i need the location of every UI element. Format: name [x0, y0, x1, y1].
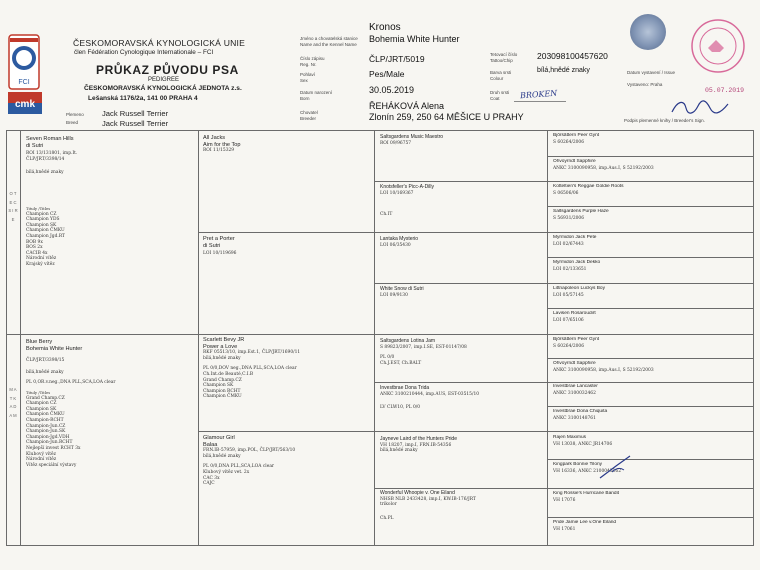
title-line: Champion-Jun.CZ [26, 423, 66, 429]
gen4-name: Littnapoleon Luckys Boy [553, 286, 605, 291]
label-issue-date: Datum vystavení / Issue [627, 70, 676, 75]
title-line: BOB 9x [26, 239, 43, 245]
gen3-cell-5 [380, 338, 544, 380]
gen4-name: Ohvoyrndt Sapphire [553, 159, 596, 164]
label-colour-en: Colour [490, 76, 504, 81]
gen4-cell [553, 520, 751, 544]
gen3-cell-8 [380, 490, 544, 542]
gen2-title: Grand Champ.CZ [203, 377, 242, 383]
dog-born: 30.05.2019 [369, 85, 415, 95]
title-line: Champion ČMKU [26, 228, 65, 234]
title-line: Champion-RCHT [26, 417, 64, 423]
gen1-dam-kennel: Bohemia White Hunter [26, 345, 83, 352]
gen4-name: Kotteltien's Reggae Goldie Roots [553, 184, 624, 189]
gen3-name: Jayneve Laird of the Hunters Pride [380, 436, 457, 442]
title-line: Grand Champ.CZ [26, 395, 65, 401]
gen1-sire-name: Seven Roman Hills [26, 136, 74, 142]
stamp-date: 05.07.2019 [705, 87, 745, 94]
gen3-reg: VH 18207, imp.I, FRN.IB-54356 [380, 442, 452, 448]
gen2-title: Ch.Int.de Beauté,C.I.B [203, 371, 254, 377]
gen2-sire-sire-cell [203, 135, 371, 229]
gen3-reg: ROI 09/96757 [380, 140, 412, 146]
gen2-title: CAC 3x [203, 475, 220, 481]
gen4-cell [553, 133, 751, 155]
gen2-title: Klubový vítěz vet. 2x [203, 469, 250, 475]
gen3-cell-3 [380, 236, 544, 281]
gen2-colour: bílá,hnědé znaky [203, 453, 241, 459]
title-line: Champion SK [26, 222, 57, 228]
title-line: Nejlepší invest RCHT 3x [26, 445, 81, 451]
dog-reg-nr: ČLP/JRT/5019 [369, 54, 425, 64]
gen4-cell [553, 384, 751, 404]
issuer-address: Lešanská 1176/2a, 141 00 PRAHA 4 [88, 95, 198, 102]
gen1-sire-titles-header: Tituly /Titles [26, 205, 51, 211]
title-line: Champion CZ [26, 211, 57, 217]
gen1-dam-name: Blue Berry [26, 339, 53, 345]
org-subtitle: člen Fédération Cynologique Internationale – FCI [74, 49, 214, 56]
title-line: Národní vítěz [26, 256, 57, 262]
gen1-sire-kennel: di Sutri [26, 142, 44, 149]
dog-sex: Pes/Male [369, 69, 405, 79]
breed-label-cz: Plemeno [66, 112, 84, 117]
gen4-reg: S 60264/2006 [553, 343, 585, 349]
gen4-cell [553, 311, 751, 333]
label-regnr-en: Reg. Nr. [300, 62, 317, 67]
gen4-cell [553, 491, 751, 515]
label-issue-place: Vystaveno: Praha [627, 82, 663, 87]
side-label-sire: O T E C S I R E [8, 191, 18, 222]
gen4-name: Björsättern Peer Gynt [553, 133, 600, 138]
gen2-title: Champion RCHT [203, 388, 241, 394]
gen1-sire-cell [26, 136, 194, 331]
gen3-reg: LOI 09/9130 [380, 292, 408, 298]
gen3-name: Saltsgardens Lotina Jam [380, 338, 436, 344]
label-signature: Podpis plemenné knihy / Breeder's Sign. [624, 118, 705, 123]
dog-coat-handwritten: BROKEN [519, 88, 558, 101]
title-line: Champion-Jun.SK [26, 429, 66, 435]
gen1-sire-reg1: ROI 13/131801, imp.It. [26, 151, 78, 157]
gen3-health: PL 0/0 [380, 355, 395, 361]
title-line: Champion Jgd.RT [26, 233, 65, 239]
label-sex-en: Sex [300, 78, 308, 83]
label-name-en: Name and the Kennel Name [300, 42, 357, 47]
gen4-reg: VH 17061 [553, 526, 576, 532]
gen2-kennel: Balaa [203, 441, 218, 448]
gen4-cell [553, 184, 751, 206]
title-line: Champion-Jgd.VDH [26, 434, 70, 440]
title-line: Champion ČMKU [26, 412, 65, 418]
dog-colour: bílá,hnědé znaky [537, 67, 590, 74]
gen2-title: Champion SK [203, 383, 234, 389]
gen4-name: King Rossie's Hurricane Bandit [553, 491, 619, 496]
org-name: ČESKOMORAVSKÁ KYNOLOGICKÁ UNIE [73, 38, 246, 48]
gen3-name: White Snow di Sutri [380, 286, 424, 292]
gen3-title: Ch.PL [380, 515, 394, 521]
gen1-dam-titles-header: Tituly /Titles [26, 389, 51, 395]
dog-kennel: Bohemia White Hunter [369, 34, 460, 44]
gen2-health: PL 0/0,DNA PLL,SCA,LOA clear [203, 464, 275, 470]
gen2-name: Scarlett Bevy JR [203, 337, 245, 343]
gen2-sire-dam-cell [203, 236, 371, 331]
gen3-reg: ANKC 3100210444, imp.AUS, EST-03515/10 [380, 391, 480, 397]
gen4-reg: S 06506/06 [553, 190, 579, 196]
title-line: BOS 2x [26, 245, 43, 251]
gen4-name: Lavisen Rosaroudirt [553, 311, 596, 316]
label-breeder-cz: Chovatel [300, 110, 318, 115]
gen4-reg: LOI 02/133651 [553, 266, 587, 272]
cmk-text: cmk [14, 99, 36, 110]
breed-value-cz: Jack Russell Terrier [102, 109, 169, 118]
gen4-reg: LOI 02/67443 [553, 241, 584, 247]
gen2-title: Champion ČMKU [203, 394, 242, 400]
label-born-en: Born [300, 96, 310, 101]
gen2-dam-sire-cell [203, 337, 371, 429]
gen3-reg: NHSB NLB 2433428, imp.I, KW.IB-176/JRT [380, 496, 476, 502]
label-born-cz: Datum narození [300, 90, 333, 95]
gen2-name: Glamour Girl [203, 435, 235, 441]
gen4-reg: S 60264/2006 [553, 139, 585, 145]
gen4-cell [553, 286, 751, 308]
label-colour-cz: Barva srsti [490, 70, 512, 75]
gen3-reg: S 89823/2007, imp.I.SE, EST-01147/08 [380, 344, 467, 350]
gen2-health: PL 0/0,DOV neg.,DNA PLL,SCA,LOA clear [203, 366, 297, 372]
gen4-name: Myrmidon Jack Pete [553, 235, 597, 240]
gen4-name: Myrmidon Jack Dekko [553, 260, 601, 265]
gen3-colour: trikolor [380, 502, 397, 508]
gen2-reg: FRN.IB-57959, imp.POL, ČLP/JRT/563/10 [203, 448, 296, 454]
dog-chip: 203098100457620 [537, 51, 608, 61]
title-line: Champion YDS [26, 217, 60, 223]
gen3-reg: LOI 06/35430 [380, 242, 411, 248]
gen4-reg: ANKC 3100032462 [553, 390, 596, 396]
label-coat-en: Coat [490, 96, 500, 101]
gen4-reg: VH 16336, ANKC 2100045162 [553, 468, 622, 474]
gen3-name: Knotsfeller's Picc-A-Dilly [380, 184, 435, 190]
label-tattoo-en: Tattoo/Chip [490, 58, 513, 63]
gen4-reg: ANKC 3100148761 [553, 415, 596, 421]
gen4-cell [553, 209, 751, 231]
gen2-name: Pret a Porter [203, 236, 235, 242]
title-line: Champion CZ [26, 401, 57, 407]
label-sex-cz: Pohlaví [300, 72, 316, 77]
gen4-name: Ohvoyrndt Sapphire [553, 361, 596, 366]
gen2-kennel: Aim for the Top [203, 141, 241, 148]
breed-label-en: Breed [66, 120, 79, 125]
gen4-cell [553, 159, 751, 181]
gen1-sire-reg2: ČLP/JRT/3398/14 [26, 156, 65, 162]
side-label-dam: M A T K A D A M [9, 387, 17, 418]
gen3-name: Investbrae Dona Trida [380, 385, 430, 391]
gen2-reg: RKF 05513/10, imp.Est.1, ČLP/JRT/1690/11 [203, 350, 301, 356]
gen4-name: Kingpark Bonnie Tilony [553, 462, 603, 467]
gen2-reg: ROI 11/15329 [203, 148, 235, 154]
document-subtitle: PEDIGREE [148, 77, 180, 83]
dog-name: Kronos [369, 22, 401, 33]
gen2-reg: LOI 10/119696 [203, 251, 237, 257]
title-line: Národní vítěz [26, 457, 57, 463]
gen4-reg: ANKC 3100090958, imp.Aus.I, S 52192/2003 [553, 165, 654, 171]
gen1-sire-colour: bílá,hnědé znaky [26, 170, 64, 176]
gen1-dam-health: PL 0,OR.v.neg.,DNA PLL,SCA,LOA clear [26, 380, 116, 386]
gen1-dam-cell [26, 339, 194, 542]
gen4-reg: LOI 07/65106 [553, 317, 584, 323]
gen3-cell-7 [380, 436, 544, 486]
gen3-cell-4 [380, 286, 544, 331]
gen4-name: Rajen Maximus [553, 435, 587, 440]
gen4-cell [553, 260, 751, 282]
gen4-reg: VH 13038, ANKC JR14706 [553, 441, 613, 447]
gen4-cell [553, 409, 751, 429]
label-breeder-en: Breeder [300, 116, 317, 121]
gen4-reg: LOI 05/57145 [553, 292, 584, 298]
gen4-reg: S 56931/2006 [553, 215, 585, 221]
fci-text: FCI [18, 79, 30, 86]
gen3-title: Ch.IT [380, 212, 393, 218]
issuer-name: ČESKOMORAVSKÁ KYNOLOGICKÁ JEDNOTA z.s. [84, 85, 242, 92]
gen4-name: Björsättern Peer Gynt [553, 337, 600, 342]
gen4-cell [553, 361, 751, 381]
title-line: Champion-Jun.RCHT [26, 440, 73, 446]
gen3-name: Saltsgardens Music Maestro [380, 134, 444, 140]
gen1-dam-reg: ČLP/JRT/3398/15 [26, 358, 65, 364]
gen4-reg: ANKC 3100090958, imp.Aus.I, S 52192/2003 [553, 367, 654, 373]
title-line: Champion SK [26, 406, 57, 412]
gen4-name: Investbrae Lancaster [553, 384, 598, 389]
gen3-cell-6 [380, 385, 544, 429]
gen4-name: Pride Jamie Lee v.One Eiland [553, 520, 617, 525]
title-line: Klubový vítěz [26, 451, 56, 457]
label-regnr-cz: Číslo zápisu [300, 56, 325, 61]
title-line: CACIB 4x [26, 250, 48, 256]
gen3-title: Ch.J.EST, Ch.BALT [380, 360, 422, 366]
gen3-cell-1 [380, 134, 544, 179]
gen2-kennel: Power a Love [203, 343, 238, 350]
gen1-dam-colour: bílá,hnědé znaky [26, 369, 64, 375]
gen4-reg: VH 17076 [553, 497, 576, 503]
handwritten-mark [596, 452, 636, 482]
gen2-title: CAJC [203, 481, 215, 487]
label-coat-cz: Druh srsti [490, 90, 510, 95]
gen2-name: All Jacks [203, 135, 226, 141]
gen4-cell [553, 462, 751, 484]
label-name-cz: Jméno a chovatelská stanice [300, 36, 358, 41]
document-title: PRŮKAZ PŮVODU PSA [96, 63, 239, 77]
gen4-cell [553, 235, 751, 257]
gen4-cell [553, 435, 751, 457]
gen3-colour: bílá,hnědé znaky [380, 448, 418, 454]
gen3-title: LV CLW10, PL 0/0 [380, 405, 421, 411]
dog-breeder-address: Zlonín 259, 250 64 MĚŠICE U PRAHY [369, 112, 524, 122]
gen4-cell [553, 337, 751, 357]
title-line: Krajský vítěz [26, 261, 55, 267]
gen4-name: Saltsgardens Purple Haze [553, 209, 609, 214]
gen2-kennel: di Sutri [203, 242, 221, 249]
label-tattoo-cz: Tetovací číslo [490, 52, 518, 57]
gen2-colour: bílá,hnědé znaky [203, 355, 241, 361]
gen3-name: Wonderful Whoopie v. One Eiland [380, 490, 455, 496]
gen4-name: Investbrae Dona Chiquita [553, 409, 608, 414]
gen3-name: Lantaka Mysterio [380, 236, 419, 242]
dog-breeder-name: ŘEHÁKOVÁ Alena [369, 101, 445, 111]
gen3-reg: LOI 10/169367 [380, 190, 414, 196]
gen2-dam-dam-cell [203, 435, 371, 542]
title-line: Vítěz speciální výstavy [26, 462, 77, 468]
breed-value-en: Jack Russell Terrier [102, 119, 169, 128]
